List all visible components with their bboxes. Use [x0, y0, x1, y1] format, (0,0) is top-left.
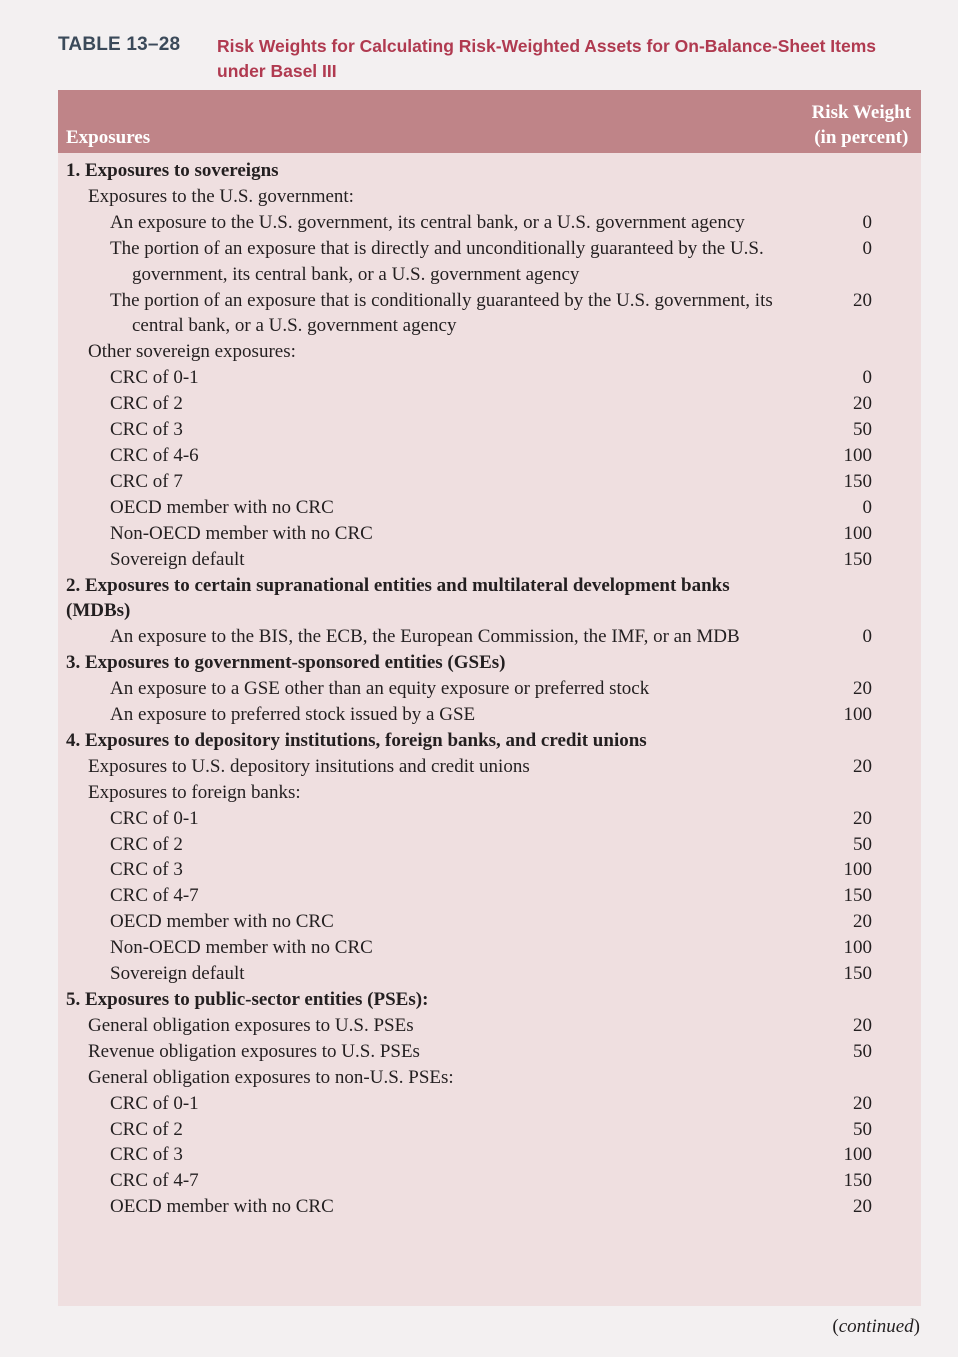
exposure-label: CRC of 3 [110, 419, 183, 441]
table-row [58, 1168, 921, 1194]
risk-weight-value: 100 [843, 704, 872, 726]
table-row [58, 236, 921, 288]
exposure-label: An exposure to the BIS, the ECB, the European Commission, the IMF, or an MDB [110, 626, 740, 648]
risk-weight-value: 50 [853, 1118, 872, 1140]
exposure-label: 4. Exposures to depository institutions, foreign banks, and credit unions [66, 729, 647, 751]
risk-weight-value: 20 [853, 678, 872, 700]
table-row [58, 1013, 921, 1039]
risk-weight-value: 20 [853, 807, 872, 829]
exposure-label: Revenue obligation exposures to U.S. PSEs [88, 1040, 420, 1062]
exposure-label: Exposures to the U.S. government: [88, 185, 354, 207]
exposure-label: CRC of 4-7 [110, 885, 199, 907]
table-row [58, 1194, 921, 1220]
table-row [58, 961, 921, 987]
risk-weight-value: 50 [853, 1040, 872, 1062]
exposure-label: Non-OECD member with no CRC [110, 522, 373, 544]
exposure-label: Other sovereign exposures: [88, 341, 296, 363]
exposure-label: The portion of an exposure that is directly and unconditionally guaranteed by the U.S. government, its central bank, or a U.S. government agency [110, 237, 764, 285]
exposure-label: CRC of 0-1 [110, 367, 199, 389]
table-number: TABLE 13–28 [58, 34, 181, 55]
exposure-label: 3. Exposures to government-sponsored entities (GSEs) [66, 652, 506, 674]
table-row [58, 1117, 921, 1143]
exposure-label: CRC of 2 [110, 1118, 183, 1140]
risk-weight-value: 0 [862, 626, 872, 648]
table-row [58, 495, 921, 521]
table-row [58, 832, 921, 858]
risk-weight-value: 20 [853, 1014, 872, 1036]
risk-weight-value: 150 [843, 548, 872, 570]
exposure-label: OECD member with no CRC [110, 911, 334, 933]
table-row [58, 780, 921, 806]
table-body [58, 158, 921, 1220]
table-row [58, 624, 921, 650]
table-row [58, 339, 921, 365]
table-row [58, 754, 921, 780]
table-row [58, 547, 921, 573]
table-row [58, 1091, 921, 1117]
table-row [58, 883, 921, 909]
table-row [58, 210, 921, 236]
continued-text: continued [838, 1316, 914, 1337]
exposure-label: An exposure to preferred stock issued by a GSE [110, 704, 476, 726]
table-row [58, 417, 921, 443]
risk-weight-value: 100 [843, 1144, 872, 1166]
risk-weight-value: 0 [862, 367, 872, 389]
table-title: Risk Weights for Calculating Risk-Weighted Assets for On-Balance-Sheet Items under Basel III [217, 36, 876, 81]
exposure-label: Non-OECD member with no CRC [110, 937, 373, 959]
exposure-label: Sovereign default [110, 548, 245, 570]
exposure-label: CRC of 2 [110, 393, 183, 415]
risk-weight-value: 50 [853, 833, 872, 855]
risk-weight-value: 100 [843, 522, 872, 544]
table-row [58, 288, 921, 340]
risk-weight-value: 100 [843, 444, 872, 466]
exposure-label: An exposure to the U.S. government, its central bank, or a U.S. government agency [110, 211, 745, 233]
section-heading-row [58, 650, 921, 676]
table-row [58, 443, 921, 469]
header-risk-weight-line2: (in percent) [814, 127, 909, 148]
exposure-label: CRC of 3 [110, 859, 183, 881]
exposure-label: CRC of 3 [110, 1144, 183, 1166]
exposure-label: An exposure to a GSE other than an equity exposure or preferred stock [110, 678, 650, 700]
exposure-label: OECD member with no CRC [110, 496, 334, 518]
risk-weight-value: 150 [843, 885, 872, 907]
exposure-label: CRC of 7 [110, 470, 183, 492]
section-heading-row [58, 987, 921, 1013]
table-row [58, 1039, 921, 1065]
risk-weight-value: 150 [843, 1170, 872, 1192]
risk-weight-value: 150 [843, 963, 872, 985]
table-row [58, 857, 921, 883]
table-row [58, 676, 921, 702]
risk-weight-value: 20 [853, 289, 872, 311]
section-heading-row [58, 573, 921, 625]
exposure-label: OECD member with no CRC [110, 1196, 334, 1218]
section-heading-row [58, 728, 921, 754]
exposure-label: CRC of 4-7 [110, 1170, 199, 1192]
risk-weight-value: 0 [862, 496, 872, 518]
exposure-label: General obligation exposures to non-U.S. PSEs: [88, 1066, 454, 1088]
table-row [58, 909, 921, 935]
table-row [58, 1142, 921, 1168]
exposure-label: 5. Exposures to public-sector entities (PSEs): [66, 989, 429, 1010]
table-row [58, 1065, 921, 1091]
risk-weight-value: 20 [853, 393, 872, 415]
exposure-label: CRC of 0-1 [110, 807, 199, 829]
exposure-label: Sovereign default [110, 963, 245, 985]
table-row [58, 521, 921, 547]
table-row [58, 935, 921, 961]
header-risk-weight [812, 100, 911, 150]
table-row [58, 391, 921, 417]
section-heading-row [58, 158, 921, 184]
exposure-label: General obligation exposures to U.S. PSEs [88, 1014, 414, 1036]
header-risk-weight-line1: Risk Weight [811, 102, 911, 123]
table-row [58, 184, 921, 210]
exposure-label: 2. Exposures to certain supranational entities and multilateral development banks (MDBs) [66, 574, 730, 622]
exposure-label: Exposures to U.S. depository insitutions and credit unions [88, 755, 530, 777]
table-row [58, 365, 921, 391]
table-header [58, 90, 921, 153]
exposure-label: CRC of 0-1 [110, 1092, 199, 1114]
continued-note: (continued) [832, 1316, 920, 1337]
risk-weight-value: 100 [843, 937, 872, 959]
risk-weight-value: 20 [853, 1092, 872, 1114]
risk-weight-value: 20 [853, 911, 872, 933]
exposure-label: CRC of 4-6 [110, 444, 199, 466]
risk-weight-value: 150 [843, 470, 872, 492]
risk-weights-table [58, 90, 921, 1306]
risk-weight-value: 20 [853, 755, 872, 777]
risk-weight-value: 50 [853, 419, 872, 441]
risk-weight-value: 100 [843, 859, 872, 881]
header-exposures: Exposures [66, 127, 151, 148]
exposure-label: CRC of 2 [110, 833, 183, 855]
exposure-label: The portion of an exposure that is conditionally guaranteed by the U.S. government, its central bank, or a U.S. government agency [110, 289, 773, 337]
table-row [58, 702, 921, 728]
exposure-label: 1. Exposures to sovereigns [66, 160, 279, 181]
risk-weight-value: 0 [862, 211, 872, 233]
exposure-label: Exposures to foreign banks: [88, 781, 301, 803]
risk-weight-value: 0 [862, 237, 872, 259]
risk-weight-value: 20 [853, 1196, 872, 1218]
table-row [58, 469, 921, 495]
table-row [58, 806, 921, 832]
